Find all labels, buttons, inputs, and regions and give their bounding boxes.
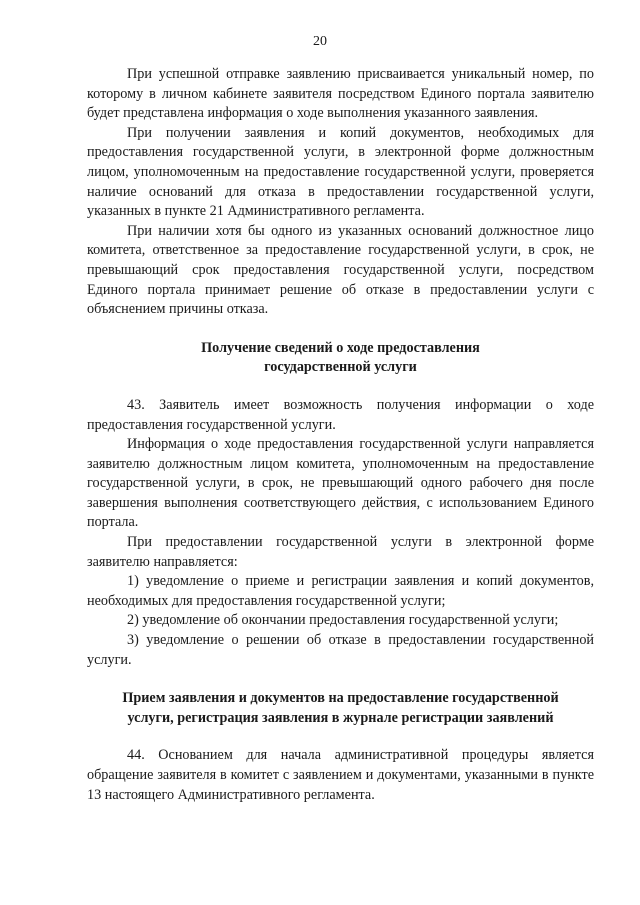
heading-line: Получение сведений о ходе предоставления xyxy=(201,339,480,356)
paragraph: При получении заявления и копий документов, необходимых для предоставления государственной услуги, в электронной форме должностным лицом, уполномоченным на предоставление государственной услуги, проверяется наличие оснований для отказа в предоставлении государственной услуги, указанных в пункте 21 Административного регламента. xyxy=(87,124,594,220)
paragraph-43: 43. Заявитель имеет возможность получения информации о ходе предоставления государственной услуги. xyxy=(87,396,594,433)
paragraph: Информация о ходе предоставления государственной услуги направляется заявителю должностным лицом комитета, уполномоченным на предоставление государственной услуги, в срок, не превышающий одного рабочего дня после завершения выполнения соответствующего действия, с использованием Единого портала. xyxy=(87,436,594,531)
list-item-2: 2) уведомление об окончании предоставления государственной услуги; xyxy=(127,612,559,629)
heading-line: Прием заявления и документов на предоставление государственной xyxy=(122,690,559,707)
document-body xyxy=(87,65,594,805)
paragraph: При успешной отправке заявлению присваивается уникальный номер, по которому в личном кабинете заявителя посредством Единого портала заявителю будет представлена информация о ходе выполнения указанного заявления. xyxy=(87,66,594,122)
list-item-3: 3) уведомление о решении об отказе в предоставлении государственной услуги. xyxy=(87,632,594,668)
paragraph-44: 44. Основанием для начала административной процедуры является обращение заявителя в комитет с заявлением и документами, указанными в пункте 13 настоящего Административного регламента. xyxy=(87,747,594,803)
heading-line: услуги, регистрация заявления в журнале регистрации заявлений xyxy=(127,709,554,726)
list-item-1: 1) уведомление о приеме и регистрации заявления и копий документов, необходимых для предоставления государственной услуги; xyxy=(87,573,594,609)
paragraph: При наличии хотя бы одного из указанных оснований должностное лицо комитета, ответственное за предоставление государственной услуги, в срок, не превышающий срок предоставления государственной услуги, посредством Единого портала принимает решение об отказе в предоставлении услуги с объяснением причины отказа. xyxy=(87,222,594,318)
page-number: 20 xyxy=(313,34,327,49)
section-heading-application-receipt xyxy=(87,689,594,728)
section-heading-progress-info xyxy=(87,339,594,378)
paragraph: При предоставлении государственной услуги в электронной форме заявителю направляется: xyxy=(87,534,594,570)
heading-line: государственной услуги xyxy=(264,359,417,376)
